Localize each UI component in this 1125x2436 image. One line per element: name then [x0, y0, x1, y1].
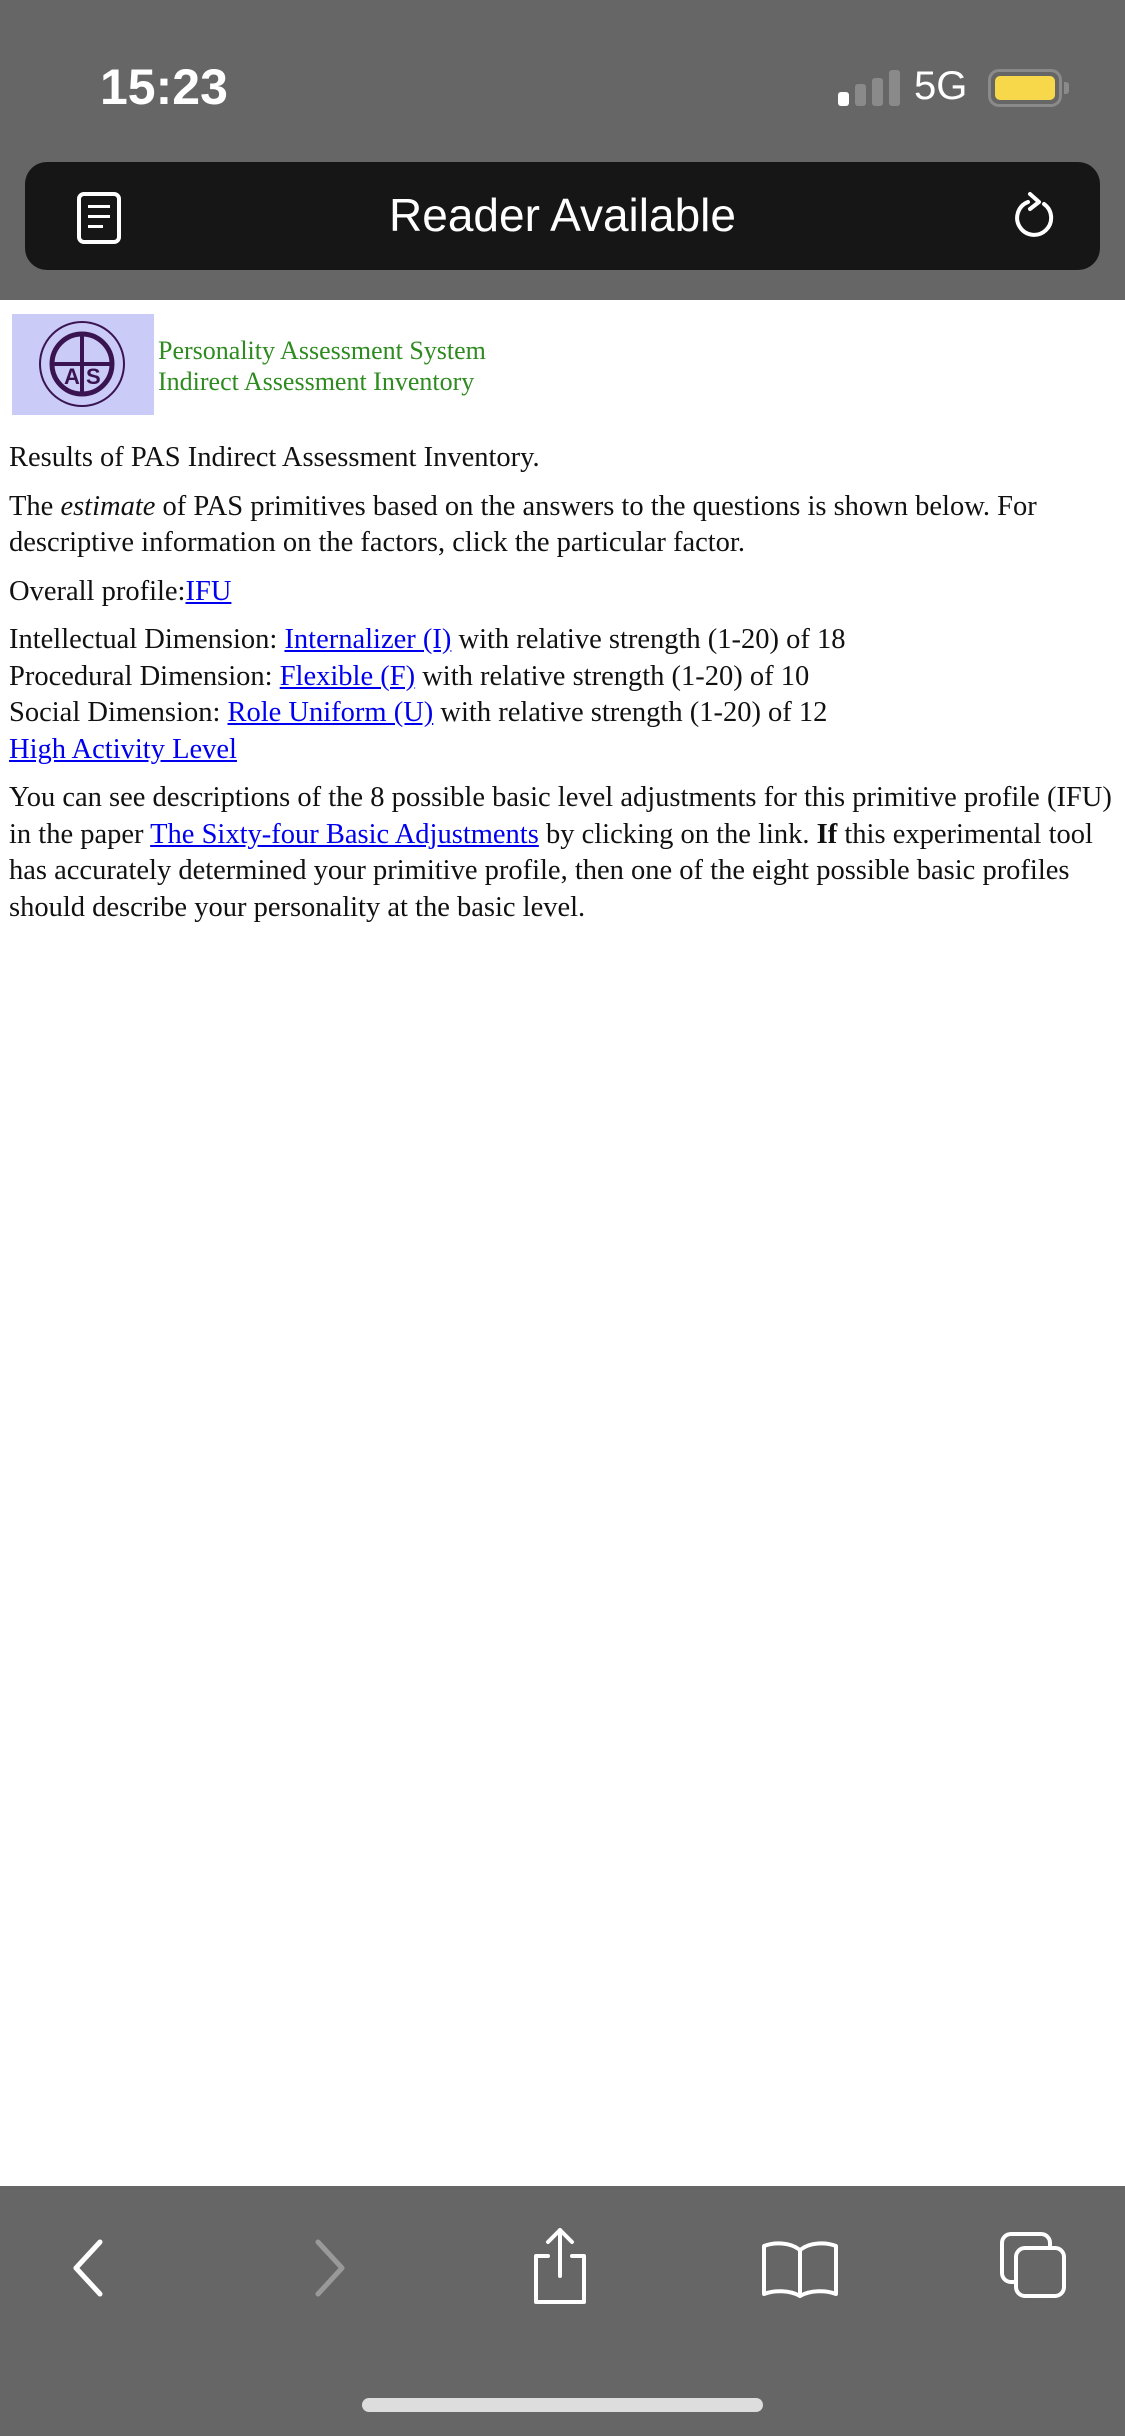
text: with relative strength (1-20) of 10	[415, 660, 810, 692]
intro: Results of PAS Indirect Assessment Inventory.	[9, 442, 540, 473]
overall-profile	[9, 574, 1114, 611]
dimension-social	[9, 697, 827, 728]
text: by clicking on the link.	[538, 818, 817, 850]
tabs-icon[interactable]	[998, 2230, 1070, 2302]
share-icon[interactable]	[528, 2226, 592, 2306]
battery-icon	[988, 69, 1062, 107]
text: You can see descriptions of the 8 possible basic level adjustments for this primitive profile (IFU) in the paper	[9, 782, 1112, 850]
site-header	[158, 335, 486, 397]
flexible-link[interactable]: Flexible (F)	[279, 660, 416, 692]
emphasis: estimate	[60, 490, 156, 522]
estimate-paragraph	[9, 489, 1114, 562]
reload-icon[interactable]	[1008, 190, 1060, 242]
text: The	[9, 490, 61, 522]
label: Procedural Dimension:	[9, 660, 280, 692]
header-line-2: Indirect Assessment Inventory	[158, 367, 475, 396]
bookmarks-icon[interactable]	[760, 2236, 840, 2300]
home-indicator[interactable]	[362, 2398, 763, 2412]
top-chrome	[0, 0, 1125, 300]
text: this experimental tool has accurately determined your primitive profile, then one of the eight possible basic profiles should describe your personality at the basic level.	[9, 818, 1093, 923]
high-activity-link[interactable]: High Activity Level	[9, 733, 237, 765]
results-content	[9, 440, 1114, 938]
address-bar[interactable]	[25, 162, 1100, 270]
bold-text: If	[816, 818, 838, 850]
signal-icon	[838, 70, 900, 106]
header-line-1: Personality Assessment System	[158, 336, 486, 365]
adjustments-paragraph	[9, 780, 1114, 926]
internalizer-link[interactable]: Internalizer (I)	[284, 624, 452, 655]
label: Intellectual Dimension:	[9, 624, 285, 655]
sixty-four-adjustments-link[interactable]: The Sixty-four Basic Adjustments	[150, 818, 539, 850]
svg-text:A: A	[64, 364, 80, 389]
role-uniform-link[interactable]: Role Uniform (U)	[227, 697, 434, 728]
label: Social Dimension:	[9, 697, 228, 728]
text: with relative strength (1-20) of 18	[451, 624, 846, 655]
back-icon[interactable]	[66, 2236, 110, 2300]
svg-text:S: S	[86, 364, 101, 389]
dimension-procedural	[9, 661, 809, 692]
ifu-link[interactable]: IFU	[185, 575, 232, 607]
text: of PAS primitives based on the answers to the questions is shown below. For descriptive information on the factors, click the particular factor.	[9, 490, 1037, 558]
network-type: 5G	[914, 64, 968, 108]
status-time: 15:23	[100, 59, 228, 115]
text: with relative strength (1-20) of 12	[433, 697, 828, 728]
dimension-intellectual	[9, 624, 846, 655]
label: Overall profile:	[9, 575, 186, 607]
pas-logo	[12, 314, 154, 415]
address-bar-title[interactable]: Reader Available	[389, 189, 736, 241]
forward-icon[interactable]	[308, 2236, 352, 2300]
dimensions	[9, 622, 1114, 768]
